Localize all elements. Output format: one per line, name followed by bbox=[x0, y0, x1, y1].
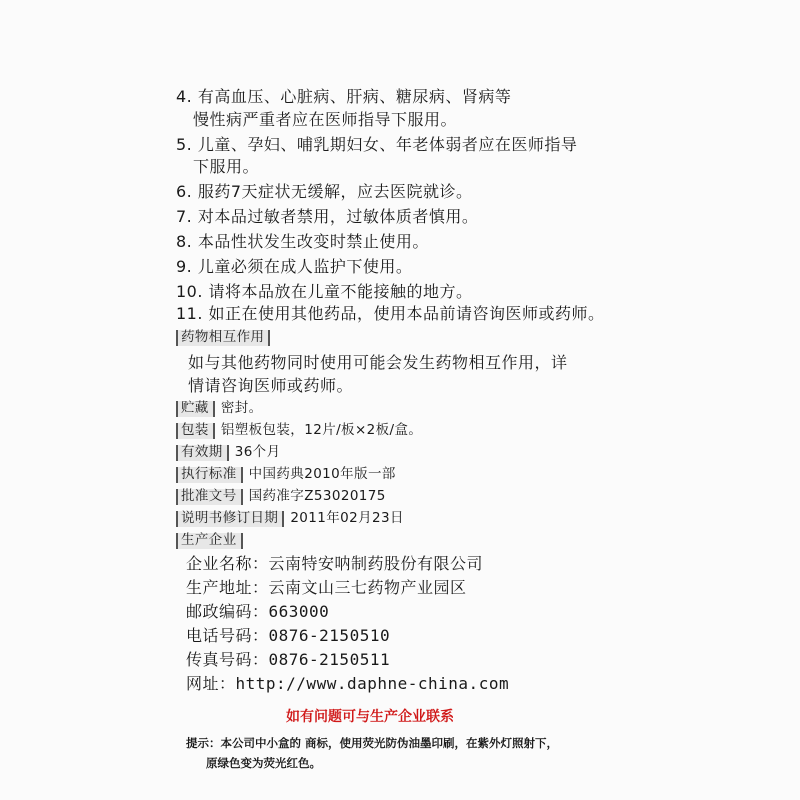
manufacturer-heading: 生产企业 bbox=[176, 533, 243, 549]
approval-heading: 批准文号 bbox=[176, 489, 243, 505]
manufacturer-name: 企业名称：云南特安呐制药股份有限公司 bbox=[186, 554, 484, 573]
approval-row bbox=[176, 489, 386, 505]
validity-value: 36个月 bbox=[234, 444, 281, 460]
storage-value: 密封。 bbox=[220, 400, 263, 416]
interactions-heading-label: 药物相互作用 bbox=[176, 330, 270, 346]
precaution-item-7: 7. 对本品过敏者禁用，过敏体质者慎用。 bbox=[176, 207, 479, 226]
package-heading: 包装 bbox=[176, 423, 215, 439]
interactions-text-line2: 情请咨询医师或药师。 bbox=[188, 376, 354, 395]
package-row bbox=[176, 423, 422, 439]
precaution-item-4-line2: 慢性病严重者应在医师指导下服用。 bbox=[193, 110, 458, 129]
manufacturer-phone: 电话号码：0876-2150510 bbox=[186, 626, 391, 645]
standard-heading: 执行标准 bbox=[176, 467, 243, 483]
interactions-text-line1: 如与其他药物同时使用可能会发生药物相互作用，详 bbox=[188, 353, 568, 372]
precaution-item-6: 6. 服药7天症状无缓解，应去医院就诊。 bbox=[176, 182, 473, 201]
revision-heading: 说明书修订日期 bbox=[176, 511, 284, 527]
manufacturer-heading-row bbox=[176, 533, 249, 549]
storage-heading: 贮藏 bbox=[176, 401, 215, 417]
manufacturer-postcode: 邮政编码：663000 bbox=[186, 602, 330, 621]
precaution-item-9: 9. 儿童必须在成人监护下使用。 bbox=[176, 257, 413, 276]
manufacturer-address: 生产地址：云南文山三七药物产业园区 bbox=[186, 578, 467, 597]
precaution-item-11: 11. 如正在使用其他药品，使用本品前请咨询医师或药师。 bbox=[176, 304, 605, 323]
precaution-item-8: 8. 本品性状发生改变时禁止使用。 bbox=[176, 232, 429, 251]
package-value: 铝塑板包装，12片/板×2板/盒。 bbox=[220, 422, 423, 438]
precaution-item-4-line1: 4. 有高血压、心脏病、肝病、糖尿病、肾病等 bbox=[176, 87, 512, 106]
revision-row bbox=[176, 511, 404, 527]
interactions-heading bbox=[176, 330, 276, 346]
precaution-item-10: 10. 请将本品放在儿童不能接触的地方。 bbox=[176, 282, 473, 301]
manufacturer-fax: 传真号码：0876-2150511 bbox=[186, 650, 391, 669]
precaution-item-5-line2: 下服用。 bbox=[193, 157, 260, 176]
precaution-item-5-line1: 5. 儿童、孕妇、哺乳期妇女、年老体弱者应在医师指导 bbox=[176, 135, 578, 154]
validity-heading: 有效期 bbox=[176, 445, 229, 461]
standard-value: 中国药典2010年版一部 bbox=[248, 466, 396, 482]
approval-value: 国药准字Z53020175 bbox=[248, 488, 386, 504]
storage-row bbox=[176, 401, 263, 417]
validity-row bbox=[176, 445, 280, 461]
tip-line2: 原绿色变为荧光红色。 bbox=[206, 756, 321, 770]
tip-line1: 提示：本公司中小盒的 商标，使用荧光防伪油墨印刷，在紫外灯照射下， bbox=[186, 736, 558, 750]
standard-row bbox=[176, 467, 396, 483]
manufacturer-website: 网址：http://www.daphne-china.com bbox=[186, 674, 510, 693]
revision-value: 2011年02月23日 bbox=[290, 510, 404, 526]
contact-notice: 如有问题可与生产企业联系 bbox=[286, 709, 454, 725]
